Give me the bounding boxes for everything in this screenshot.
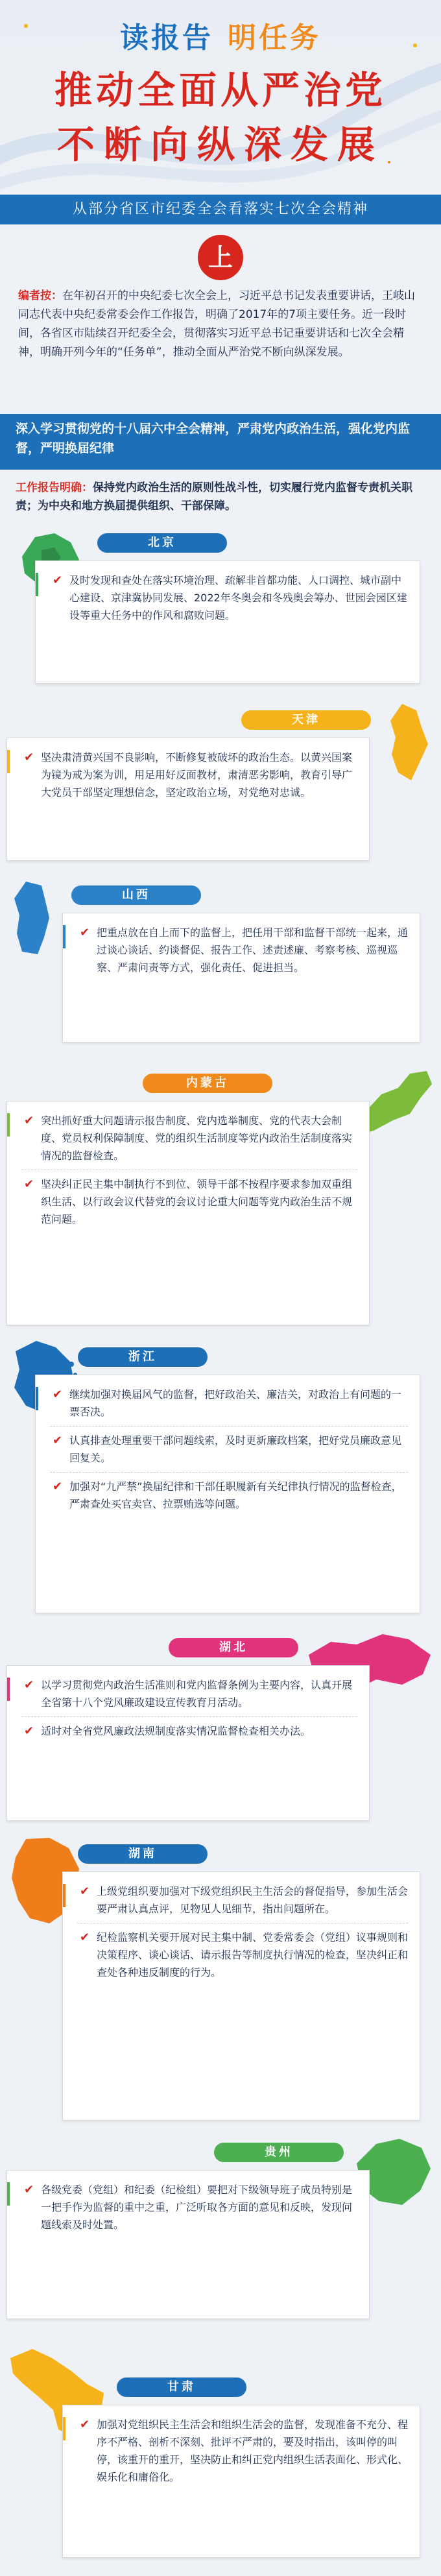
region-beijing [0, 524, 441, 701]
region-zhejiang [0, 1338, 441, 1629]
item-text: 坚决纠正民主集中制执行不到位、领导干部不按程序要求参加双重组织生活、以行政会议代替党的会议讨论重大问题等党内政治生活不规范问题。 [41, 1178, 353, 1225]
card-accent-stripe [63, 925, 66, 948]
region-card [6, 1101, 370, 1325]
item-text: 及时发现和查处在落实环境治理、疏解非首都功能、人口调控、城市副中心建设、京津冀协同发展、2022年冬奥会和冬残奥会筹办、世园会园区建设等重大任务中的作风和腐败问题。 [69, 574, 407, 621]
list-item [21, 749, 357, 801]
list-item [21, 1175, 357, 1228]
check-icon: ✔ [24, 2183, 34, 2197]
check-icon: ✔ [53, 1480, 63, 1493]
region-hunan [0, 1835, 441, 2134]
region-card [6, 2170, 370, 2319]
hero-header [0, 0, 441, 195]
item-text: 适时对全省党风廉政法规制度落实情况监督检查相关办法。 [41, 1725, 311, 1737]
region-card [6, 1665, 370, 1821]
item-text: 以学习贯彻党内政治生活准则和党内监督条例为主要内容，认真开展全省第十八个党风廉政建设宣传教育月活动。 [41, 1679, 353, 1709]
region-name-pill: 山西 [71, 885, 201, 905]
check-icon: ✔ [24, 1678, 34, 1692]
list-item [21, 2181, 357, 2233]
region-card [35, 560, 420, 684]
region-name-pill: 湖南 [78, 1844, 208, 1864]
item-text: 认真排查处理重要干部问题线索，及时更新廉政档案，把好党员廉政意见回复关。 [69, 1434, 402, 1464]
card-accent-stripe [7, 1113, 10, 1137]
divider [50, 1472, 408, 1473]
report-summary [0, 470, 441, 524]
list-item [50, 1478, 408, 1513]
region-guizhou [0, 2134, 441, 2345]
check-icon: ✔ [24, 1724, 34, 1738]
tianjin-map-icon [383, 701, 433, 784]
list-item [77, 2416, 408, 2486]
region-card [35, 1375, 420, 1613]
check-icon: ✔ [80, 2418, 90, 2431]
region-name-pill: 浙江 [78, 1347, 208, 1367]
card-accent-stripe [63, 1884, 66, 1907]
editor-note [0, 287, 441, 414]
list-item [50, 1386, 408, 1421]
list-item [50, 1432, 408, 1467]
region-name-pill: 天津 [241, 710, 371, 730]
check-icon: ✔ [80, 1884, 90, 1898]
region-name-pill: 湖北 [169, 1638, 298, 1657]
region-name-pill: 甘肃 [117, 2377, 246, 2397]
item-text: 上级党组织要加强对下级党组织民主生活会的督促指导，参加生活会要严肃认真点评，见物见人见细节，指出问题所在。 [97, 1885, 409, 1915]
list-item [21, 1676, 357, 1711]
subtitle-banner: 从部分省区市纪委全会看落实七次全会精神 [0, 195, 441, 224]
hero-title-line1 [0, 14, 441, 56]
region-gansu [0, 2345, 441, 2570]
card-accent-stripe [36, 573, 38, 596]
item-text: 纪检监察机关要开展对民主集中制、党委常委会（党组）议事规则和决策程序、谈心谈话、请示报告等制度执行情况的检查，坚决纠正和查处各种违反制度的行为。 [97, 1931, 409, 1979]
item-text: 加强对党组织民主生活会和组织生活会的监督，发现准备不充分、程序不严格、剖析不深刻、批评不严肃的，要及时指出，该叫停的叫停，该重开的重开，坚决防止和纠正党内组织生活表面化、形式化、娱乐化和庸俗化。 [97, 2418, 409, 2483]
card-accent-stripe [63, 2417, 66, 2440]
hero-title-line3: 不断向纵深发展 [56, 123, 384, 167]
region-shanxi [0, 876, 441, 1065]
list-item [77, 1929, 408, 1981]
card-accent-stripe [7, 1678, 10, 1701]
list-item [21, 1112, 357, 1164]
part-marker [0, 224, 441, 287]
card-accent-stripe [36, 1387, 38, 1410]
report-text: 保持党内政治生活的原则性战斗性，切实履行党内监督专责机关职责；为中央和地方换届提供组织、干部保障。 [16, 481, 412, 512]
check-icon: ✔ [80, 1931, 90, 1944]
region-name-pill: 贵州 [214, 2143, 344, 2162]
region-card [6, 738, 370, 861]
part-circle-label: 上 [198, 235, 243, 280]
item-text: 继续加强对换届风气的监督，把好政治关、廉洁关，对政治上有问题的一票否决。 [69, 1388, 402, 1418]
card-accent-stripe [7, 750, 10, 773]
check-icon: ✔ [24, 1114, 34, 1127]
item-text: 把重点放在自上而下的监督上，把任用干部和监督干部统一起来，通过谈心谈话、约谈督促、报告工作、述责述廉、考察考核、巡视巡察、严肃问责等方式，强化责任、促进担当。 [97, 926, 409, 974]
item-text: 各级党委（党组）和纪委（纪检组）要把对下级领导班子成员特别是一把手作为监督的重中之重，广泛听取各方面的意见和反映，发现问题线索及时处置。 [41, 2184, 353, 2231]
section-heading: 深入学习贯彻党的十八届六中全会精神，严肃党内政治生活，强化党内监督，严明换届纪律 [0, 414, 441, 470]
divider [21, 1716, 357, 1717]
editor-note-text: 在年初召开的中央纪委七次全会上，习近平总书记发表重要讲话，王岐山同志代表中央纪委常委会作工作报告，明确了2017年的7项主要任务。近一段时间，各省区市陆续召开纪委全会，贯彻落实习近平总书记重要讲话和七次全会精神，明确开列今年的“任务单”，推动全面从严治党不断向纵深发展。 [18, 289, 415, 359]
region-name-pill: 内蒙古 [143, 1074, 272, 1093]
region-name-pill: 北京 [97, 533, 227, 553]
region-tianjin [0, 701, 441, 876]
check-icon: ✔ [53, 573, 63, 587]
item-text: 加强对“九严禁”换届纪律和干部任职履新有关纪律执行情况的监督检查，严肃查处买官卖官、拉票贿选等问题。 [69, 1480, 402, 1510]
shanxi-map-icon [9, 879, 54, 957]
check-icon: ✔ [24, 751, 34, 764]
check-icon: ✔ [53, 1388, 63, 1401]
editor-note-label: 编者按： [18, 289, 62, 302]
list-item [21, 1722, 357, 1740]
region-card [62, 1872, 420, 2121]
item-text: 突出抓好重大问题请示报告制度、党内选举制度、党的代表大会制度、党员权利保障制度、党的组织生活制度等党内政治生活制度落实情况的监督检查。 [41, 1114, 353, 1162]
region-card [62, 2405, 420, 2558]
region-inner-mongolia [0, 1065, 441, 1338]
list-item [77, 924, 408, 976]
check-icon: ✔ [53, 1434, 63, 1447]
list-item [50, 572, 408, 624]
hero-title-part-b: 明任务 [228, 21, 321, 54]
report-label: 工作报告明确： [16, 481, 93, 494]
check-icon: ✔ [24, 1177, 34, 1191]
card-accent-stripe [7, 2182, 10, 2206]
item-text: 坚决肃清黄兴国不良影响，不断修复被破坏的政治生态。以黄兴国案为镜为戒为案为训，用足用好反面教材，肃清恶劣影响，教育引导广大党员干部坚定理想信念，坚定政治立场，对党绝对忠诚。 [41, 751, 353, 799]
region-card [62, 913, 420, 1042]
list-item [77, 1883, 408, 1918]
check-icon: ✔ [80, 926, 90, 939]
hero-title-line2: 推动全面从严治党 [54, 68, 387, 112]
hero-title-part-a: 读报告 [120, 21, 213, 54]
region-hubei [0, 1629, 441, 1835]
